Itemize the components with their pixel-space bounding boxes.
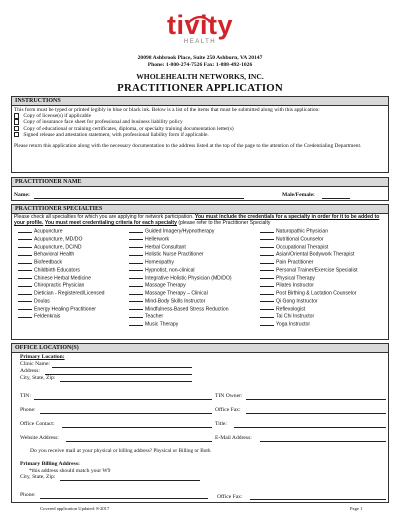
tin-owner-field[interactable] [246,399,386,400]
logo-subtext: HEALTH [183,39,217,45]
logo-wordmark: tivity [166,10,234,40]
specialty-label: Hypnotist, non-clinical [145,267,195,274]
specialty-checkbox-blank[interactable] [129,274,143,280]
specialty-checkbox-blank[interactable] [260,243,274,249]
specialty-label: Naturopathic Physician [276,228,329,235]
specialty-label: Behavioral Health [34,251,75,258]
specialty-checkbox-blank[interactable] [260,297,274,303]
specialties-intro: Please check all specialties for which you are applying for network participation. You must include the credentials for a specialty in order for it to be added to your profile. You must meet credentialing criteria for each specialty (please refer to the Practitioner Specialty [14,214,380,227]
specialty-label: Physical Therapy [276,275,315,281]
specialty-item[interactable] [260,312,358,320]
specialty-item[interactable] [18,305,105,313]
specialty-label: Post Birthing & Lactation Counselor [276,290,357,297]
practitioner-name-header: PRACTITIONER NAME [12,178,388,187]
specialty-item[interactable] [129,320,232,328]
specialty-label: Chiropractic Physician [34,282,85,289]
phone-field[interactable] [40,413,212,414]
checkbox-icon [14,126,19,131]
specialty-label: Homeopathy [145,259,174,266]
specialty-checkbox-blank[interactable] [129,289,143,295]
specialty-label: Childbirth Educators [34,267,80,274]
form-title: PRACTITIONER APPLICATION [117,82,283,94]
specialty-checkbox-blank[interactable] [260,258,274,264]
specialty-checkbox-blank[interactable] [18,297,32,303]
specialty-item[interactable] [260,281,358,289]
specialty-label: Feldenkrais [34,313,61,320]
specialty-checkbox-blank[interactable] [260,274,274,280]
specialty-label: Massage Therapy [145,282,186,289]
specialties-section [11,204,389,340]
specialty-item[interactable] [260,320,358,328]
billing-city-state-zip-field[interactable] [60,480,200,481]
specialty-item[interactable] [18,274,105,282]
specialty-item[interactable] [18,258,105,266]
specialty-checkbox-blank[interactable] [18,305,32,311]
specialty-item[interactable] [129,235,232,243]
instructions-section [11,96,389,173]
specialty-checkbox-blank[interactable] [260,320,274,326]
office-locations-header: OFFICE LOCATION(S) [12,344,388,353]
specialty-label: Acupuncture, DC/ND [34,244,82,250]
instructions-footer: Please return this application along with the necessary documentation to the address listed at the top of the page to the attention of the Credentialing Department. [14,143,362,150]
specialty-checkbox-blank[interactable] [18,312,32,318]
city-state-zip-label: City, State, Zip: [20,375,56,381]
specialty-label: Chinese Herbal Medicine [34,275,91,281]
specialty-item[interactable] [129,243,232,251]
address-field[interactable] [45,374,192,375]
specialty-label: Asian/Oriental Bodywork Therapist [276,251,355,258]
phone-label: Phone: [20,407,36,413]
instructions-item: Copy of educational or training certificates, diploma, or specialty training documentation letter(s) [14,126,386,132]
specialty-item[interactable] [129,227,232,235]
office-contact-field[interactable] [62,427,212,428]
specialty-item[interactable] [18,281,105,289]
specialty-label: Massage Therapy – Clinical [145,290,208,297]
specialty-item[interactable] [260,297,358,305]
specialty-item[interactable] [260,305,358,313]
specialty-item[interactable] [18,250,105,258]
specialty-checkbox-blank[interactable] [18,227,32,233]
specialty-label: Pilates Instructor [276,282,314,289]
specialty-item[interactable] [129,289,232,297]
tin-field[interactable] [34,399,212,400]
instructions-intro: This form must be typed or printed legibly in blue or black ink. Below is a list of the items that must be submitted along with this application: [14,107,320,113]
checkbox-icon [14,119,19,124]
specialty-label: Holistic Nurse Practitioner [145,251,204,258]
specialty-checkbox-blank[interactable] [18,258,32,264]
website-label: Website Address: [20,435,59,441]
specialty-item[interactable] [260,250,358,258]
instructions-item: Copy of license(s) if applicable [14,113,386,119]
specialty-label: Guided Imagery/Hypnotherapy [145,228,215,235]
specialty-item[interactable] [18,266,105,274]
city-state-zip-field[interactable] [60,381,192,382]
specialty-item[interactable] [260,243,358,251]
specialty-item[interactable] [260,258,358,266]
gender-field[interactable] [322,198,350,199]
specialty-checkbox-blank[interactable] [260,281,274,287]
specialty-item[interactable] [129,266,232,274]
specialty-checkbox-blank[interactable] [18,243,32,249]
specialty-checkbox-blank[interactable] [18,235,32,241]
footer-updated: Covered application Updated: 8-2017 [40,506,110,511]
specialty-item[interactable] [260,274,358,282]
billing-phone-field[interactable] [40,498,208,499]
website-field[interactable] [66,441,212,442]
specialty-checkbox-blank[interactable] [129,320,143,326]
name-field[interactable] [34,198,244,199]
primary-location-label: Primary Location: [20,354,65,360]
specialty-checkbox-blank[interactable] [129,258,143,264]
footer-page-number: Page 1 [350,506,363,511]
mail-question: Do you receive mail at your physical or billing address? Physical or Billing or Both [30,448,211,454]
specialty-column-2 [129,227,232,328]
specialty-label: Personal Trainer/Exercise Specialist [276,267,358,274]
company-address: 20098 Ashbrook Place, Suite 250 Ashburn, VA 20147 Phone: 1-800-274-7526 Fax: 1-888-492-1026 [137,55,263,68]
clinic-name-label: Clinic Name: [20,361,50,367]
specialty-label: Doulas [34,298,50,305]
specialty-label: Energy Healing Practitioner [34,306,97,312]
specialty-item[interactable] [129,305,232,313]
specialty-item[interactable] [18,297,105,305]
specialty-checkbox-blank[interactable] [260,289,274,295]
instructions-item: Signed release and attestation statement, with professional liability form if applicable. [14,132,386,138]
logo-arc-icon [186,14,214,24]
specialty-checkbox-blank[interactable] [18,266,32,272]
email-field[interactable] [260,441,386,442]
specialty-checkbox-blank[interactable] [129,281,143,287]
billing-note: *this address should match your W9 [29,468,111,474]
specialty-checkbox-blank[interactable] [260,227,274,233]
specialty-checkbox-blank[interactable] [18,250,32,256]
office-contact-label: Office Contact: [20,421,55,427]
specialty-checkbox-blank[interactable] [129,305,143,311]
billing-fax-label: Office Fax: [217,494,243,500]
clinic-name-field[interactable] [52,367,192,368]
name-label: Name: [14,192,30,198]
specialty-checkbox-blank[interactable] [260,266,274,272]
specialty-checkbox-blank[interactable] [129,250,143,256]
practitioner-name-section [11,177,389,201]
office-fax-field[interactable] [246,413,386,414]
specialty-checkbox-blank[interactable] [129,266,143,272]
title-label: Title: [215,421,227,427]
specialty-label: Pain Practitioner [276,259,314,266]
tivity-health-logo [0,12,400,46]
tin-label: TIN: [20,393,31,399]
specialty-item[interactable] [18,227,105,235]
checkbox-icon [14,132,19,137]
specialty-item[interactable] [129,312,232,320]
gender-label: Male/Female: [282,192,315,198]
specialty-item[interactable] [18,235,105,243]
specialties-header: PRACTITIONER SPECIALTIES [12,205,388,214]
title-field[interactable] [234,427,386,428]
instructions-item: Copy of insurance face sheet for professional and business liability policy [14,119,386,125]
specialty-label: Mind-Body Skills Instructor [145,298,206,305]
specialty-label: Yoga Instructor [276,321,311,328]
address-label: Address: [20,368,40,374]
specialty-column-3 [260,227,358,328]
specialty-label: Qi Gong Instructor [276,298,318,305]
specialty-checkbox-blank[interactable] [18,289,32,295]
specialty-item[interactable] [260,227,358,235]
instructions-header: INSTRUCTIONS [12,97,388,106]
specialty-label: Herbal Consultant [145,244,186,250]
specialty-item[interactable] [18,243,105,251]
specialty-item[interactable] [129,297,232,305]
specialty-label: Integrative Holistic Physician (MD/DO) [145,275,232,281]
specialty-label: Mindfulness-Based Stress Reduction [145,306,229,312]
billing-phone-label: Phone: [20,492,36,498]
specialty-checkbox-blank[interactable] [260,235,274,241]
email-label: E-Mail Address: [215,435,252,441]
specialty-label: Nutritional Counselor [276,236,324,243]
specialty-checkbox-blank[interactable] [129,297,143,303]
specialty-checkbox-blank[interactable] [129,227,143,233]
tin-owner-label: TIN Owner: [215,393,243,399]
billing-city-state-zip-label: City, State, Zip: [20,474,56,480]
specialty-label: Dietician - Registered/Licensed [34,290,105,297]
specialty-checkbox-blank[interactable] [129,312,143,318]
specialty-column-1 [18,227,105,320]
specialty-item[interactable] [260,289,358,297]
specialty-label: Hellerwork [145,236,170,243]
specialty-item[interactable] [129,258,232,266]
specialty-checkbox-blank[interactable] [260,250,274,256]
specialty-item[interactable] [260,235,358,243]
specialty-checkbox-blank[interactable] [260,312,274,318]
specialty-checkbox-blank[interactable] [260,305,274,311]
billing-fax-field[interactable] [250,499,386,500]
checkbox-icon [14,113,19,118]
specialty-checkbox-blank[interactable] [18,274,32,280]
specialty-checkbox-blank[interactable] [129,243,143,249]
specialty-checkbox-blank[interactable] [129,235,143,241]
specialty-label: Reflexologist [276,306,306,312]
specialty-item[interactable] [129,281,232,289]
specialty-label: Acupuncture, MD/DO [34,236,83,243]
specialty-item[interactable] [18,312,105,320]
specialty-label: Music Therapy [145,321,179,328]
specialty-label: Acupuncture [34,228,63,235]
specialty-label: Biofeedback [34,259,63,266]
specialty-label: Occupational Therapist [276,244,329,250]
specialty-item[interactable] [260,266,358,274]
specialty-label: Tai Chi Instructor [276,313,315,320]
specialty-item[interactable] [129,274,232,282]
office-locations-section [11,343,389,503]
primary-billing-label: Primary Billing Address: [20,461,80,467]
specialty-item[interactable] [129,250,232,258]
office-fax-label: Office Fax: [215,407,241,413]
organization-name: WHOLEHEALTH NETWORKS, INC. [136,72,264,81]
specialty-item[interactable] [18,289,105,297]
specialty-checkbox-blank[interactable] [18,281,32,287]
specialty-label: Teacher [145,313,164,320]
